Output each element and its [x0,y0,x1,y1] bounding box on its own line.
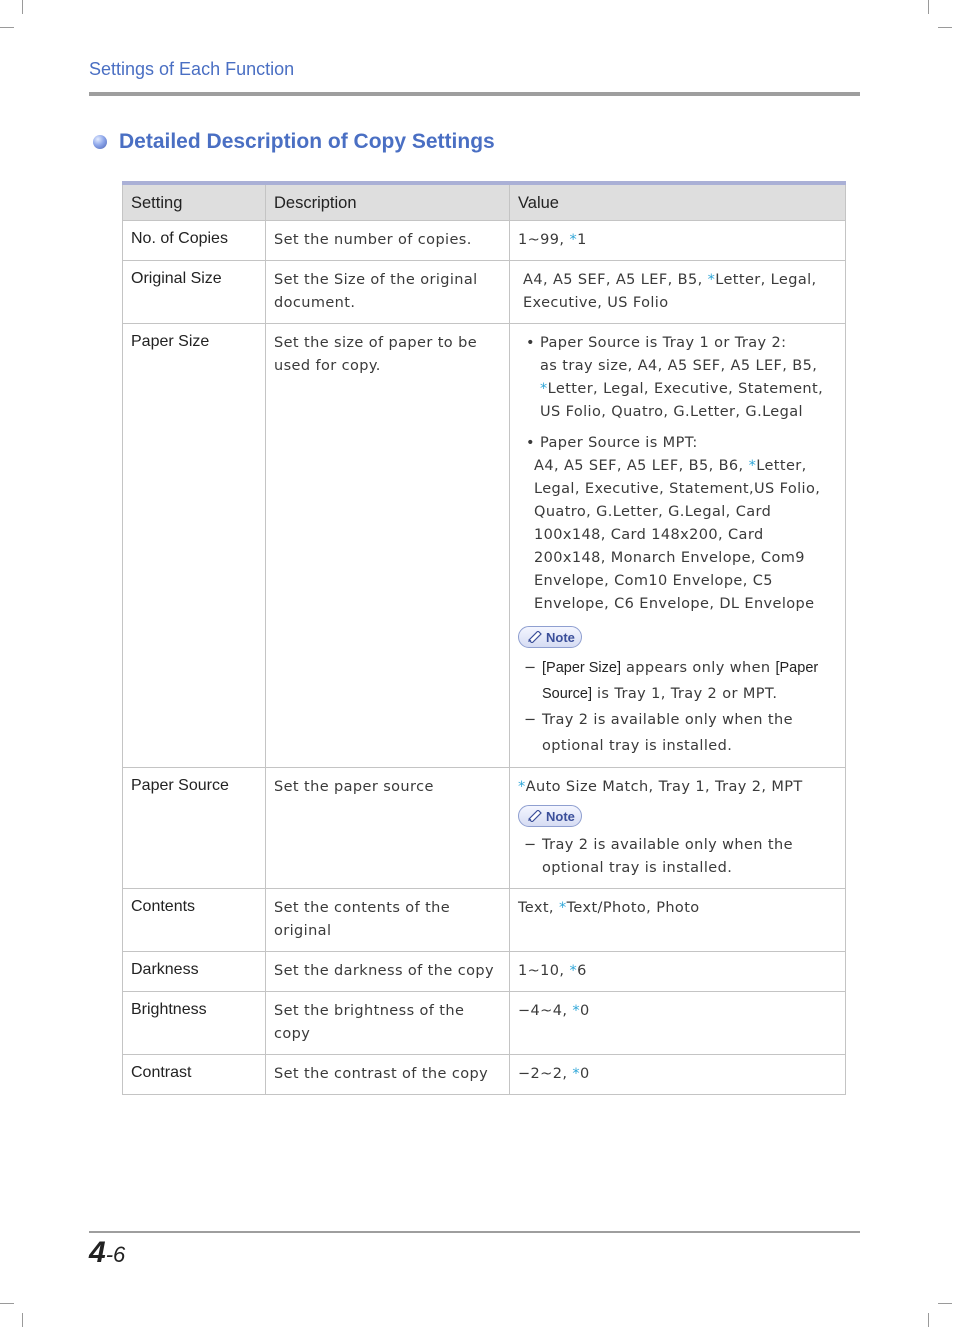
crop-mark [22,1313,23,1327]
setting-value: 1~10, *6 [510,952,846,992]
default-marker: * [572,1066,581,1082]
section-title-text: Detailed Description of Copy Settings [119,130,495,153]
pencil-icon [527,631,543,643]
table-row [123,324,846,768]
setting-value [510,324,846,768]
table-row [123,1055,846,1095]
setting-description: Set the darkness of the copy [266,952,510,992]
list-item-detail: as tray size, A4, A5 SEF, A5 LEF, B5, *Letter, Legal, Executive, Statement, US Folio, Quatro, G.Letter, G.Legal [540,358,824,420]
note-badge: Note [518,626,582,648]
crop-mark [22,0,23,14]
table-header-row [123,183,846,221]
setting-description: Set the number of copies. [266,221,510,261]
default-marker: * [558,900,567,916]
setting-name: Contrast [123,1055,266,1095]
footer-rule [89,1231,860,1233]
section-heading [93,130,495,154]
list-item-detail: A4, A5 SEF, A5 LEF, B5, B6, *Letter, Legal, Executive, Statement,US Folio, Quatro, G.Letter, G.Legal, Card 100x148, Card 148x200, Card 200x148, Monarch Envelope, Com9 Envelope, Com10 Envelope, C5 Envelope, C6 Envelope, DL Envelope [534,458,821,612]
setting-value: 1~99, *1 [510,221,846,261]
setting-name: Contents [123,889,266,952]
crop-mark [938,1303,952,1304]
setting-name: Darkness [123,952,266,992]
setting-value: *Auto Size Match, Tray 1, Tray 2, MPT Note − Tray 2 is available only when the optional tray is installed. [510,768,846,889]
setting-description: Set the contrast of the copy [266,1055,510,1095]
table-row [123,889,846,952]
setting-value: Text, *Text/Photo, Photo [510,889,846,952]
setting-description: Set the contents of the original [266,889,510,952]
default-marker: * [569,232,578,248]
setting-value: −4~4, *0 [510,992,846,1055]
table-row [123,221,846,261]
table-row [123,261,846,324]
default-marker: * [748,458,757,474]
default-marker: * [569,963,578,979]
column-header-value: Value [510,183,846,221]
table-row [123,952,846,992]
list-item: • Paper Source is Tray 1 or Tray 2: [526,335,787,351]
setting-name: No. of Copies [123,221,266,261]
sphere-bullet-icon [93,135,107,149]
setting-value: −2~2, *0 [510,1055,846,1095]
column-header-setting: Setting [123,183,266,221]
setting-name: Brightness [123,992,266,1055]
running-header: Settings of Each Function [89,59,295,79]
setting-name: Paper Source [123,768,266,889]
pencil-icon [527,810,543,822]
crop-mark [0,27,14,28]
default-marker: * [540,381,548,397]
setting-name: Paper Size [123,324,266,768]
copy-settings-table [122,181,846,1095]
setting-description: Set the size of paper to be used for copy. [266,324,510,768]
list-item: • Paper Source is MPT: [526,435,698,451]
header-rule [89,92,860,96]
crop-mark [928,0,929,14]
setting-description: Set the Size of the original document. [266,261,510,324]
setting-description: Set the brightness of the copy [266,992,510,1055]
table-row [123,992,846,1055]
crop-mark [938,27,952,28]
crop-mark [0,1303,14,1304]
note-badge: Note [518,805,582,827]
setting-name: Original Size [123,261,266,324]
note-item: − [Paper Size] appears only when [Paper Source] is Tray 1, Tray 2 or MPT. [524,660,819,702]
crop-mark [928,1313,929,1327]
column-header-description: Description [266,183,510,221]
page-number: 4-6 [89,1236,126,1269]
note-item: − Tray 2 is available only when the optional tray is installed. [524,837,793,876]
default-marker: * [707,272,716,288]
setting-description: Set the paper source [266,768,510,889]
note-item: − Tray 2 is available only when the optional tray is installed. [524,712,793,754]
default-marker: * [572,1003,581,1019]
setting-value: A4, A5 SEF, A5 LEF, B5, *Letter, Legal, Executive, US Folio [510,261,846,324]
table-row [123,768,846,889]
default-marker: * [518,779,526,795]
